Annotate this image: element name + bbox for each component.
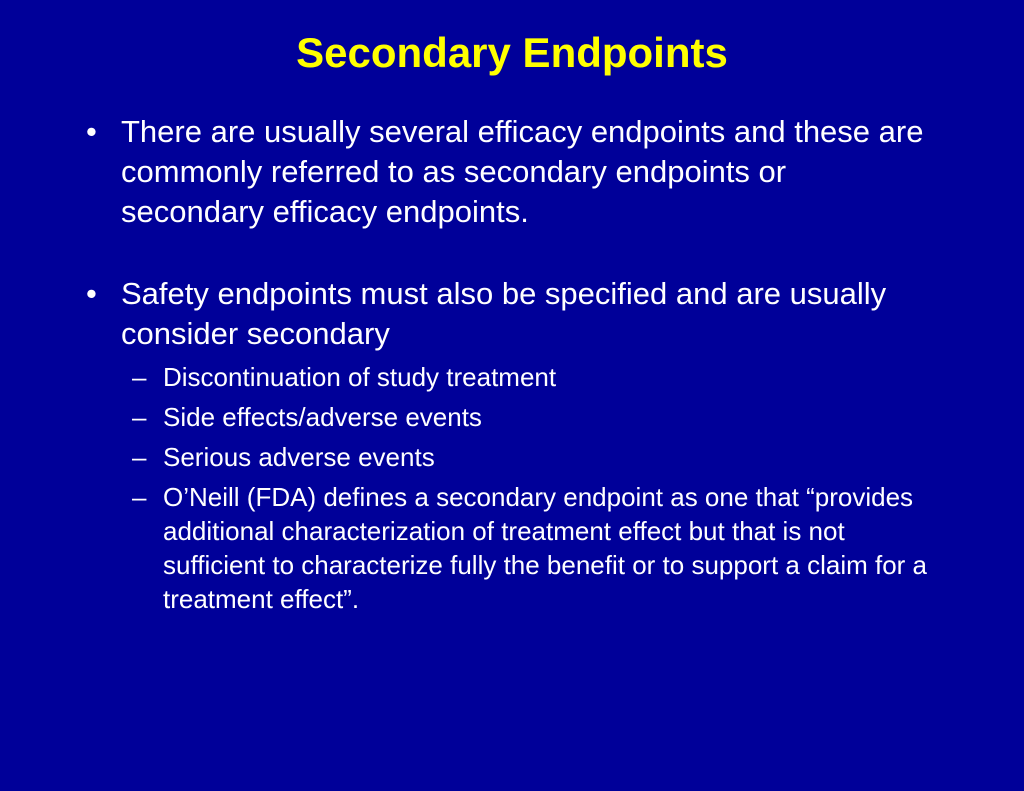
sub-bullet-mark: – [132,442,147,472]
sub-bullet-text: Side effects/adverse events [163,402,482,432]
bullet-item-efficacy [82,112,932,232]
sub-bullet-mark: – [132,482,147,512]
sub-bullet-list [132,360,932,616]
slide-title: Secondary Endpoints [296,29,728,76]
bullet-mark: • [86,114,97,149]
sub-bullet-item [132,440,932,474]
sub-bullet-mark: – [132,362,147,392]
bullet-mark: • [86,276,97,311]
bullet-text: Safety endpoints must also be specified and are usually consider secondary [121,276,887,351]
sub-bullet-text: O’Neill (FDA) defines a secondary endpoint as one that “provides additional characterization of treatment effect but that is not sufficient to characterize fully the benefit or to support a claim for a treatment effect”. [163,482,928,614]
sub-bullet-text: Discontinuation of study treatment [163,362,557,392]
sub-bullet-item [132,480,932,616]
sub-bullet-item [132,360,932,394]
slide-content [82,112,932,616]
sub-bullet-text: Serious adverse events [163,442,435,472]
sub-bullet-mark: – [132,402,147,432]
bullet-text: There are usually several efficacy endpoints and these are commonly referred to as secondary endpoints or secondary efficacy endpoints. [121,114,924,229]
bullet-item-safety [82,274,932,354]
sub-bullet-item [132,400,932,434]
